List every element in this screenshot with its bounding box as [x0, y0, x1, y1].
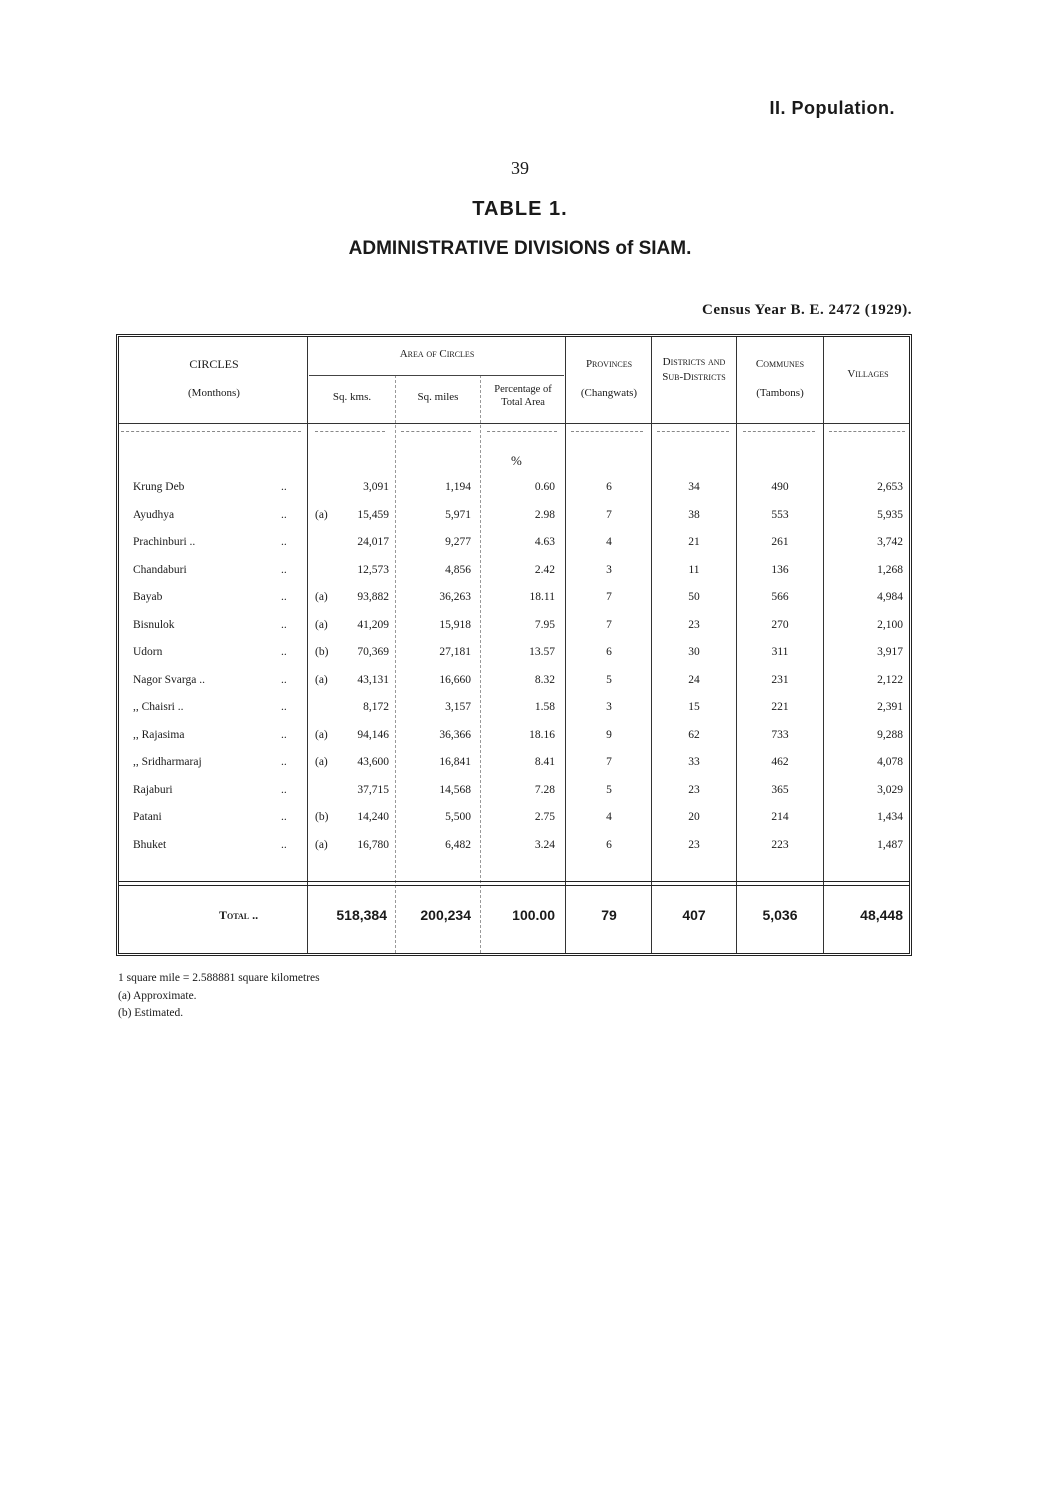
cell-communes: 553 — [771, 508, 789, 521]
cell-note: (a) — [315, 838, 328, 851]
cell-provinces: 6 — [606, 481, 612, 493]
cell-sq-miles: 36,366 — [439, 728, 471, 741]
cell-name: Prachinburi .. — [133, 536, 196, 548]
cell-districts: 11 — [688, 563, 700, 576]
cell-districts: 21 — [688, 536, 700, 548]
table-subtitle: ADMINISTRATIVE DIVISIONS of SIAM. — [348, 238, 692, 259]
cell-villages: 2,122 — [877, 673, 903, 686]
cell-provinces: 7 — [606, 618, 612, 631]
cell-provinces: 3 — [606, 563, 612, 576]
cell-sq-kms: 93,882 — [357, 591, 389, 603]
cell-name: Krung Deb — [133, 481, 185, 493]
total-label: Total .. — [219, 908, 259, 922]
cell-percentage: 13.57 — [529, 646, 555, 658]
total-villages: 48,448 — [860, 907, 903, 923]
cell-percentage: 3.24 — [534, 838, 555, 851]
cell-sq-kms: 14,240 — [357, 811, 389, 823]
census-year: Census Year B. E. 2472 (1929). — [701, 302, 912, 318]
column-rule — [307, 337, 308, 953]
total-provinces: 79 — [601, 907, 617, 923]
total-rule — [119, 881, 909, 886]
cell-name: Ayudhya — [133, 508, 175, 521]
cell-sq-kms: 41,209 — [357, 618, 389, 631]
cell-sq-miles: 6,482 — [445, 838, 471, 851]
cell-provinces: 5 — [606, 783, 612, 796]
cell-villages: 3,029 — [877, 783, 903, 796]
cell-communes: 462 — [771, 756, 789, 768]
cell-percentage: 8.32 — [534, 673, 555, 686]
section-header: II. Population. — [769, 98, 895, 118]
cell-note: (a) — [315, 591, 328, 603]
cell-sq-kms: 24,017 — [357, 536, 389, 548]
header-area-of-circles: Area of Circles — [399, 348, 475, 360]
cell-villages: 9,288 — [877, 728, 903, 741]
rule-dashed — [315, 431, 385, 432]
rule-dashed — [121, 431, 301, 432]
cell-name: ,, Chaisri .. — [133, 701, 184, 713]
area-header-rule — [309, 375, 564, 376]
header-circles-sub: (Monthons) — [188, 387, 240, 399]
cell-percentage: 4.63 — [534, 536, 555, 548]
cell-name: Patani — [133, 811, 162, 823]
footnote-conversion: 1 square mile = 2.588881 square kilometres — [118, 972, 320, 984]
cell-sq-miles: 4,856 — [445, 563, 471, 576]
cell-note: (b) — [315, 811, 329, 823]
cell-percentage: 2.75 — [534, 811, 555, 823]
cell-name: Rajaburi — [133, 783, 173, 796]
cell-sq-miles: 27,181 — [439, 646, 471, 658]
header-provinces: Provinces — [585, 358, 633, 370]
cell-villages: 4,078 — [877, 756, 903, 768]
cell-sq-miles: 36,263 — [439, 591, 471, 603]
cell-provinces: 4 — [606, 811, 612, 823]
cell-villages: 3,917 — [877, 646, 903, 658]
cell-communes: 311 — [771, 646, 789, 658]
administrative-divisions-table — [116, 334, 912, 956]
header-provinces-sub: (Changwats) — [580, 387, 638, 399]
cell-provinces: 7 — [606, 756, 612, 768]
cell-dots: .. — [281, 508, 287, 521]
cell-communes: 733 — [771, 728, 789, 741]
cell-percentage: 0.60 — [534, 481, 555, 493]
cell-districts: 23 — [688, 838, 700, 851]
cell-sq-kms: 37,715 — [357, 783, 389, 796]
cell-communes: 231 — [771, 673, 789, 686]
cell-sq-kms: 15,459 — [357, 508, 389, 521]
cell-note: (a) — [315, 618, 328, 631]
cell-sq-kms: 94,146 — [357, 728, 389, 741]
cell-sq-kms: 12,573 — [357, 563, 389, 576]
cell-districts: 24 — [688, 673, 700, 686]
header-sq-miles: Sq. miles — [417, 391, 459, 403]
cell-sq-kms: 43,131 — [357, 673, 389, 686]
cell-note: (a) — [315, 756, 328, 768]
cell-villages: 1,434 — [877, 811, 903, 823]
rule-dashed — [571, 431, 643, 432]
cell-sq-miles: 5,971 — [445, 508, 471, 521]
cell-communes: 566 — [771, 591, 789, 603]
cell-provinces: 4 — [606, 536, 612, 548]
cell-provinces: 3 — [606, 701, 612, 713]
cell-percentage: 7.95 — [534, 618, 555, 631]
percent-sign: % — [511, 453, 522, 468]
cell-dots: .. — [281, 673, 287, 686]
cell-provinces: 6 — [606, 646, 612, 658]
cell-communes: 261 — [771, 536, 789, 548]
cell-districts: 38 — [688, 508, 700, 521]
cell-percentage: 1.58 — [534, 701, 555, 713]
cell-percentage: 2.98 — [534, 508, 555, 521]
cell-dots: .. — [281, 728, 287, 741]
cell-communes: 221 — [771, 701, 789, 713]
cell-villages: 1,268 — [877, 563, 903, 576]
cell-villages: 1,487 — [877, 838, 903, 851]
cell-name: Chandaburi — [133, 563, 187, 576]
cell-percentage: 18.16 — [529, 728, 555, 741]
cell-dots: .. — [281, 701, 287, 713]
cell-villages: 5,935 — [877, 508, 903, 521]
cell-sq-kms: 70,369 — [357, 646, 389, 658]
cell-districts: 34 — [688, 481, 700, 493]
cell-sq-miles: 5,500 — [445, 811, 471, 823]
cell-districts: 23 — [688, 618, 700, 631]
total-percentage: 100.00 — [512, 907, 555, 923]
cell-provinces: 9 — [606, 728, 612, 741]
cell-dots: .. — [281, 563, 287, 576]
cell-villages: 3,742 — [877, 536, 903, 548]
rule-dashed — [743, 431, 815, 432]
header-rule — [119, 423, 909, 424]
cell-communes: 214 — [771, 811, 789, 823]
cell-note: (b) — [315, 646, 329, 658]
rule-dashed — [401, 431, 471, 432]
cell-communes: 490 — [771, 481, 789, 493]
cell-dots: .. — [281, 481, 287, 493]
rule-dashed — [657, 431, 729, 432]
footnote-estimated: (b) Estimated. — [118, 1007, 184, 1019]
column-rule-dashed — [395, 375, 396, 953]
cell-name: Nagor Svarga .. — [133, 673, 205, 686]
total-sq-miles: 200,234 — [420, 907, 471, 923]
total-districts: 407 — [682, 907, 706, 923]
cell-dots: .. — [281, 783, 287, 796]
cell-dots: .. — [281, 536, 287, 548]
cell-dots: .. — [281, 618, 287, 631]
cell-sq-kms: 3,091 — [363, 481, 389, 493]
cell-communes: 136 — [771, 563, 789, 576]
cell-name: ,, Sridharmaraj — [133, 756, 202, 768]
cell-name: Bhuket — [133, 838, 167, 851]
cell-sq-miles: 1,194 — [445, 481, 471, 493]
cell-villages: 2,653 — [877, 481, 903, 493]
cell-sq-miles: 3,157 — [445, 701, 471, 713]
column-rule — [823, 337, 824, 953]
cell-sq-miles: 14,568 — [439, 783, 471, 796]
header-circles: CIRCLES — [189, 357, 239, 371]
cell-name: Udorn — [133, 646, 163, 658]
cell-note: (a) — [315, 673, 328, 686]
cell-provinces: 6 — [606, 838, 612, 851]
cell-percentage: 2.42 — [534, 563, 555, 576]
cell-sq-miles: 16,841 — [439, 756, 471, 768]
cell-dots: .. — [281, 756, 287, 768]
cell-sq-kms: 8,172 — [363, 701, 389, 713]
cell-communes: 223 — [771, 838, 789, 851]
header-communes: Communes — [755, 358, 805, 370]
cell-dots: .. — [281, 838, 287, 851]
cell-districts: 62 — [688, 728, 700, 741]
rule-dashed — [829, 431, 905, 432]
page-number: 39 — [511, 158, 529, 178]
cell-name: ,, Rajasima — [133, 728, 185, 741]
cell-districts: 15 — [688, 701, 700, 713]
cell-percentage: 8.41 — [534, 756, 555, 768]
total-sq-kms: 518,384 — [336, 907, 387, 923]
cell-communes: 365 — [771, 783, 789, 796]
footnote-approximate: (a) Approximate. — [118, 989, 197, 1002]
table-title: TABLE 1. — [472, 198, 568, 220]
cell-districts: 50 — [688, 591, 700, 603]
cell-districts: 23 — [688, 783, 700, 796]
cell-districts: 33 — [688, 756, 700, 768]
cell-districts: 20 — [688, 811, 700, 823]
cell-provinces: 7 — [606, 508, 612, 521]
cell-note: (a) — [315, 728, 328, 741]
column-rule — [565, 337, 566, 953]
header-communes-sub: (Tambons) — [756, 387, 804, 399]
cell-communes: 270 — [771, 618, 789, 631]
cell-sq-kms: 43,600 — [357, 756, 389, 768]
cell-villages: 4,984 — [877, 591, 903, 603]
cell-percentage: 18.11 — [529, 591, 555, 603]
cell-percentage: 7.28 — [534, 783, 555, 796]
cell-name: Bayab — [133, 591, 163, 603]
cell-districts: 30 — [688, 646, 700, 658]
cell-dots: .. — [281, 646, 287, 658]
cell-sq-miles: 15,918 — [439, 618, 471, 631]
footnotes — [118, 970, 320, 1023]
header-districts: Districts and Sub-Districts — [662, 356, 726, 383]
header-percentage: Percentage of Total Area — [494, 384, 552, 408]
header-sq-kms: Sq. kms. — [332, 391, 372, 403]
total-communes: 5,036 — [762, 907, 798, 923]
cell-sq-miles: 16,660 — [439, 673, 471, 686]
cell-provinces: 5 — [606, 673, 612, 686]
cell-villages: 2,100 — [877, 618, 903, 631]
cell-villages: 2,391 — [877, 701, 903, 713]
cell-sq-kms: 16,780 — [357, 838, 389, 851]
column-rule-dashed — [480, 375, 481, 953]
cell-dots: .. — [281, 811, 287, 823]
rule-dashed — [487, 431, 557, 432]
cell-name: Bisnulok — [133, 618, 175, 631]
cell-dots: .. — [281, 591, 287, 603]
header-villages: Villages — [847, 368, 889, 380]
cell-provinces: 7 — [606, 591, 612, 603]
cell-note: (a) — [315, 508, 328, 521]
cell-sq-miles: 9,277 — [445, 536, 471, 548]
